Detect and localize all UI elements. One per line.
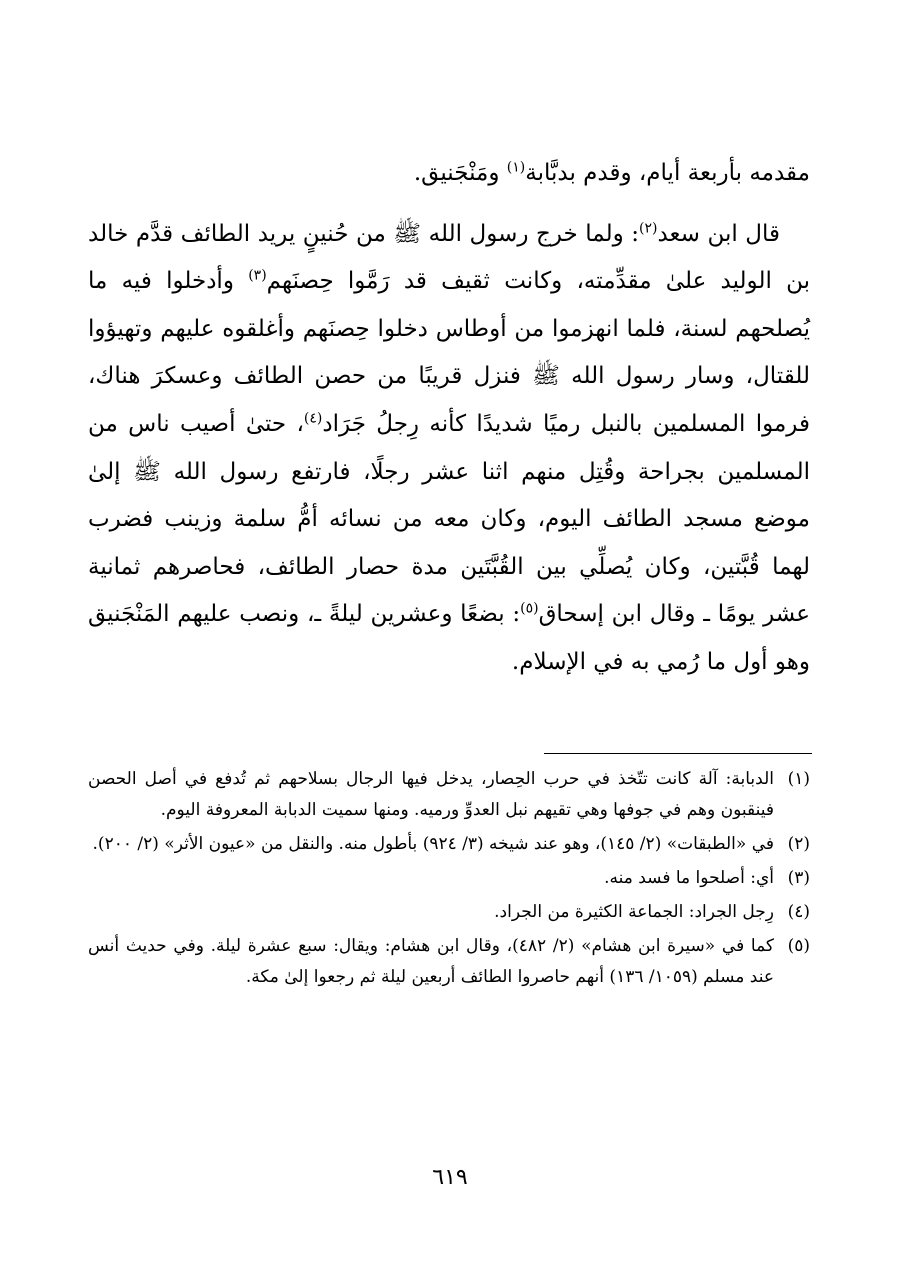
footnote-ref-1: (١)	[506, 159, 526, 176]
paragraph-1-text-b: ومَنْجَنيق.	[413, 160, 507, 186]
footnote-text: أي: أصلحوا ما فسد منه.	[604, 868, 774, 888]
paragraph-2-text-d: ، حتىٰ أصيب ناس من المسلمين بجراحة وقُتِل منهم اثنا عشر رجلًا، فارتفع رسول الله ﷺ إلىٰ موضع مسجد الطائف اليوم، وكان معه من نسائه أمُّ سلمة وزينب فضرب لهما قُبَّتين، وكان يُصلِّي بين القُبَّتَين مدة حصار الطائف، فحاصرهم ثمانية عشر يومًا ـ وقال ابن إسحاق	[88, 410, 810, 628]
paragraph-2	[88, 211, 810, 687]
paragraph-1-text-a: مقدمه بأربعة أيام، وقدم بدبَّابة	[525, 160, 810, 186]
footnote-ref-5: (٥)	[520, 600, 539, 617]
footnote-number: (١)	[787, 769, 810, 789]
page-number: ٦١٩	[432, 1165, 468, 1190]
paragraph-2-text-b: : ولما خرج رسول الله ﷺ من حُنينٍ يريد الطائف قدَّم خالد بن الوليد علىٰ مقدِّمته، وكانت ثقيف قد رَمَّوا حِصنَهم	[88, 220, 810, 295]
footnote-1	[88, 764, 810, 826]
footnote-separator	[544, 753, 812, 754]
footnote-number: (٤)	[787, 902, 810, 922]
main-text	[88, 150, 810, 687]
paragraph-1	[88, 150, 810, 198]
footnote-text: رِجل الجراد: الجماعة الكثيرة من الجراد.	[494, 902, 774, 922]
footnotes	[88, 764, 810, 996]
footnote-number: (٥)	[787, 936, 810, 956]
footnote-3	[88, 863, 810, 894]
footnote-text: في «الطبقات» (٢/ ١٤٥)، وهو عند شيخه (٣/ ٩٢٤) بأطول منه. والنقل من «عيون الأثر» (٢/ ٢٠٠).	[92, 834, 774, 854]
footnote-ref-3: (٣)	[248, 267, 267, 284]
footnote-4	[88, 897, 810, 928]
paragraph-2-text-a: قال ابن سعد	[657, 220, 781, 247]
footnote-5	[88, 931, 810, 993]
footnote-ref-2: (٢)	[639, 219, 658, 236]
footnote-text: كما في «سيرة ابن هشام» (٢/ ٤٨٢)، وقال ابن هشام: ويقال: سبع عشرة ليلة. وفي حديث أنس عند مسلم (١٠٥٩/ ١٣٦) أنهم حاصروا الطائف أربعين ليلة ثم رجعوا إلىٰ مكة.	[88, 936, 774, 987]
footnote-number: (٣)	[787, 868, 810, 888]
footnote-text: الدبابة: آلة كانت تتّخذ في حرب الحِصار، يدخل فيها الرجال بسلاحهم ثم تُدفع في أصل الحصن فينقبون وهم في جوفها وهي تقيهم نبل العدوِّ ورميه. ومنها سميت الدبابة المعروفة اليوم.	[88, 769, 774, 820]
footnote-number: (٢)	[787, 834, 810, 854]
paragraph-2-text-c: وأدخلوا فيه ما يُصلحهم لسنة، فلما انهزموا من أوطاس دخلوا حِصنَهم وأغلقوه عليهم وتهيؤوا للقتال، وسار رسول الله ﷺ فنزل قريبًا من حصن الطائف وعسكرَ هناك، فرموا المسلمين بالنبل رميًا شديدًا كأنه رِجلُ جَرَاد	[88, 268, 810, 437]
footnote-ref-4: (٤)	[303, 410, 323, 427]
footnote-2	[88, 829, 810, 860]
paragraph-2-text-e: : بضعًا وعشرين ليلةً ـ، ونصب عليهم المَنْجَنيق وهو أول ما رُمي به في الإسلام.	[88, 601, 810, 675]
